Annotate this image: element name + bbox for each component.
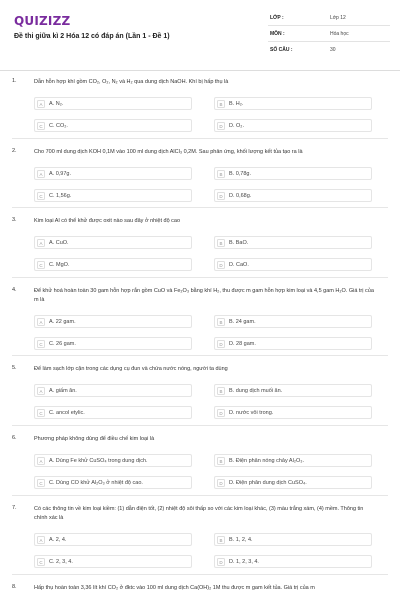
question-number: 2. <box>12 148 17 154</box>
option-letter: A <box>37 239 45 247</box>
option-letter: D <box>217 122 225 130</box>
option-a[interactable] <box>34 315 192 328</box>
option-text: B. 24 gam. <box>229 319 256 325</box>
option-d[interactable] <box>214 189 372 202</box>
meta-table <box>268 10 390 57</box>
option-text: B. Điện phân nóng chảy Al₂O₃. <box>229 458 305 464</box>
option-text: B. 0,78g. <box>229 171 252 177</box>
option-text: B. 1, 2, 4. <box>229 537 253 543</box>
meta-row-class <box>268 10 390 26</box>
option-letter: C <box>37 558 45 566</box>
option-text: C. MgO. <box>49 262 70 268</box>
option-d[interactable] <box>214 258 372 271</box>
question-text: Để làm sạch lớp cặn trong các dụng cụ đun và chứa nước nóng, người ta dùng <box>34 366 228 372</box>
option-text: C. CO₂. <box>49 123 68 129</box>
question-text: Để khử hoá hoàn toàn 30 gam hỗn hợp rắn gồm CuO và Fe₂O₃ bằng khí H₂, thu được m gam hỗn hợp kim loại và 4,5 gam H₂O. Giá trị của m là <box>34 288 374 303</box>
option-text: A. giấm ăn. <box>49 388 77 394</box>
option-text: A. Dùng Fe khử CuSO₄ trong dung dịch. <box>49 458 148 464</box>
option-d[interactable] <box>214 555 372 568</box>
option-text: D. 0,68g. <box>229 193 252 199</box>
question-text: Cho 700 ml dung dịch KOH 0,1M vào 100 ml dung dịch AlCl₃ 0,2M. Sau phản ứng, khối lượng kết tủa tạo ra là <box>34 149 303 155</box>
question-number: 1. <box>12 78 17 84</box>
option-text: D. 28 gam. <box>229 341 256 347</box>
meta-key: MÔN : <box>270 30 285 37</box>
option-d[interactable] <box>214 337 372 350</box>
option-a[interactable] <box>34 97 192 110</box>
option-text: A. 22 gam. <box>49 319 76 325</box>
meta-row-count <box>268 42 390 57</box>
option-letter: A <box>37 100 45 108</box>
option-letter: C <box>37 409 45 417</box>
meta-key: LỚP : <box>270 14 284 21</box>
option-c[interactable] <box>34 337 192 350</box>
option-letter: D <box>217 479 225 487</box>
option-letter: B <box>217 170 225 178</box>
meta-value: 30 <box>330 46 336 53</box>
question-number: 8. <box>12 584 17 590</box>
option-text: D. O₂. <box>229 123 244 129</box>
option-text: A. 2, 4. <box>49 537 67 543</box>
option-letter: A <box>37 536 45 544</box>
option-letter: D <box>217 261 225 269</box>
option-a[interactable] <box>34 384 192 397</box>
question-number: 4. <box>12 287 17 293</box>
option-letter: B <box>217 239 225 247</box>
option-c[interactable] <box>34 406 192 419</box>
option-c[interactable] <box>34 119 192 132</box>
option-text: C. 2, 3, 4. <box>49 559 73 565</box>
option-text: B. H₂. <box>229 101 244 107</box>
option-letter: D <box>217 340 225 348</box>
option-letter: B <box>217 318 225 326</box>
option-letter: C <box>37 340 45 348</box>
option-a[interactable] <box>34 454 192 467</box>
question-number: 6. <box>12 435 17 441</box>
option-letter: A <box>37 318 45 326</box>
option-d[interactable] <box>214 119 372 132</box>
option-text: B. dung dịch muối ăn. <box>229 388 283 394</box>
option-text: C. 26 gam. <box>49 341 76 347</box>
option-text: D. 1, 2, 3, 4. <box>229 559 259 565</box>
question-text: Hấp thụ hoàn toàn 3,36 lít khí CO₂ ở đktc vào 100 ml dung dịch Ca(OH)₂ 1M thu được m gam kết tủa. Giá trị của m <box>34 585 315 591</box>
option-c[interactable] <box>34 476 192 489</box>
question-divider <box>12 425 388 426</box>
question-number: 5. <box>12 365 17 371</box>
option-d[interactable] <box>214 476 372 489</box>
question-divider <box>12 574 388 575</box>
option-text: A. 0,97g. <box>49 171 72 177</box>
meta-value: Lớp 12 <box>330 14 346 21</box>
option-b[interactable] <box>214 236 372 249</box>
option-a[interactable] <box>34 533 192 546</box>
option-b[interactable] <box>214 315 372 328</box>
option-letter: D <box>217 558 225 566</box>
option-text: D. Điện phân dung dịch CuSO₄. <box>229 480 307 486</box>
meta-value: Hóa học <box>330 30 349 37</box>
option-c[interactable] <box>34 555 192 568</box>
question-number: 7. <box>12 505 17 511</box>
question-divider <box>12 495 388 496</box>
question-number: 3. <box>12 217 17 223</box>
meta-key: SỐ CÂU : <box>270 46 293 53</box>
option-letter: B <box>217 457 225 465</box>
option-letter: D <box>217 192 225 200</box>
question-text: Dẫn hỗn hợp khí gồm CO₂, O₂, N₂ và H₂ qua dung dịch NaOH. Khí bị hấp thụ là <box>34 79 229 85</box>
option-text: D. nước vôi trong. <box>229 410 274 416</box>
option-letter: A <box>37 387 45 395</box>
question-text: Có các thông tin về kim loại kiềm: (1) dẫn điện tốt, (2) nhiệt độ sôi thấp so với các kim loại khác, (3) màu trắng xám, (4) mềm. Thông tin chính xác là <box>34 506 364 521</box>
option-letter: A <box>37 457 45 465</box>
option-c[interactable] <box>34 258 192 271</box>
option-letter: D <box>217 409 225 417</box>
quiz-header <box>0 0 400 71</box>
question-divider <box>12 138 388 139</box>
option-letter: C <box>37 261 45 269</box>
question-divider <box>12 277 388 278</box>
question-divider <box>12 355 388 356</box>
option-a[interactable] <box>34 236 192 249</box>
option-letter: B <box>217 536 225 544</box>
option-b[interactable] <box>214 167 372 180</box>
option-b[interactable] <box>214 454 372 467</box>
question-text: Phương pháp không dùng để điều chế kim loại là <box>34 436 155 442</box>
option-text: C. Dùng CO khử Al₂O₃ ở nhiệt độ cao. <box>49 480 143 486</box>
option-letter: A <box>37 170 45 178</box>
option-text: C. ancol etylic. <box>49 410 85 416</box>
page-title: Đề thi giữa kì 2 Hóa 12 có đáp án (Lần 1 - Đề 1) <box>14 33 170 40</box>
quizizz-logo: QUIZIZZ <box>14 14 71 28</box>
option-text: D. CaO. <box>229 262 249 268</box>
question-text: Kim loại Al có thể khử được oxit nào sau đây ở nhiệt độ cao <box>34 218 181 224</box>
option-letter: B <box>217 387 225 395</box>
option-text: A. N₂. <box>49 101 64 107</box>
option-letter: C <box>37 192 45 200</box>
option-d[interactable] <box>214 406 372 419</box>
option-b[interactable] <box>214 384 372 397</box>
option-a[interactable] <box>34 167 192 180</box>
question-divider <box>12 207 388 208</box>
meta-row-subject <box>268 26 390 42</box>
option-text: A. CuO. <box>49 240 69 246</box>
option-c[interactable] <box>34 189 192 202</box>
option-text: C. 1,56g. <box>49 193 72 199</box>
option-letter: C <box>37 479 45 487</box>
option-text: B. BaO. <box>229 240 249 246</box>
option-letter: B <box>217 100 225 108</box>
option-b[interactable] <box>214 97 372 110</box>
option-letter: C <box>37 122 45 130</box>
option-b[interactable] <box>214 533 372 546</box>
